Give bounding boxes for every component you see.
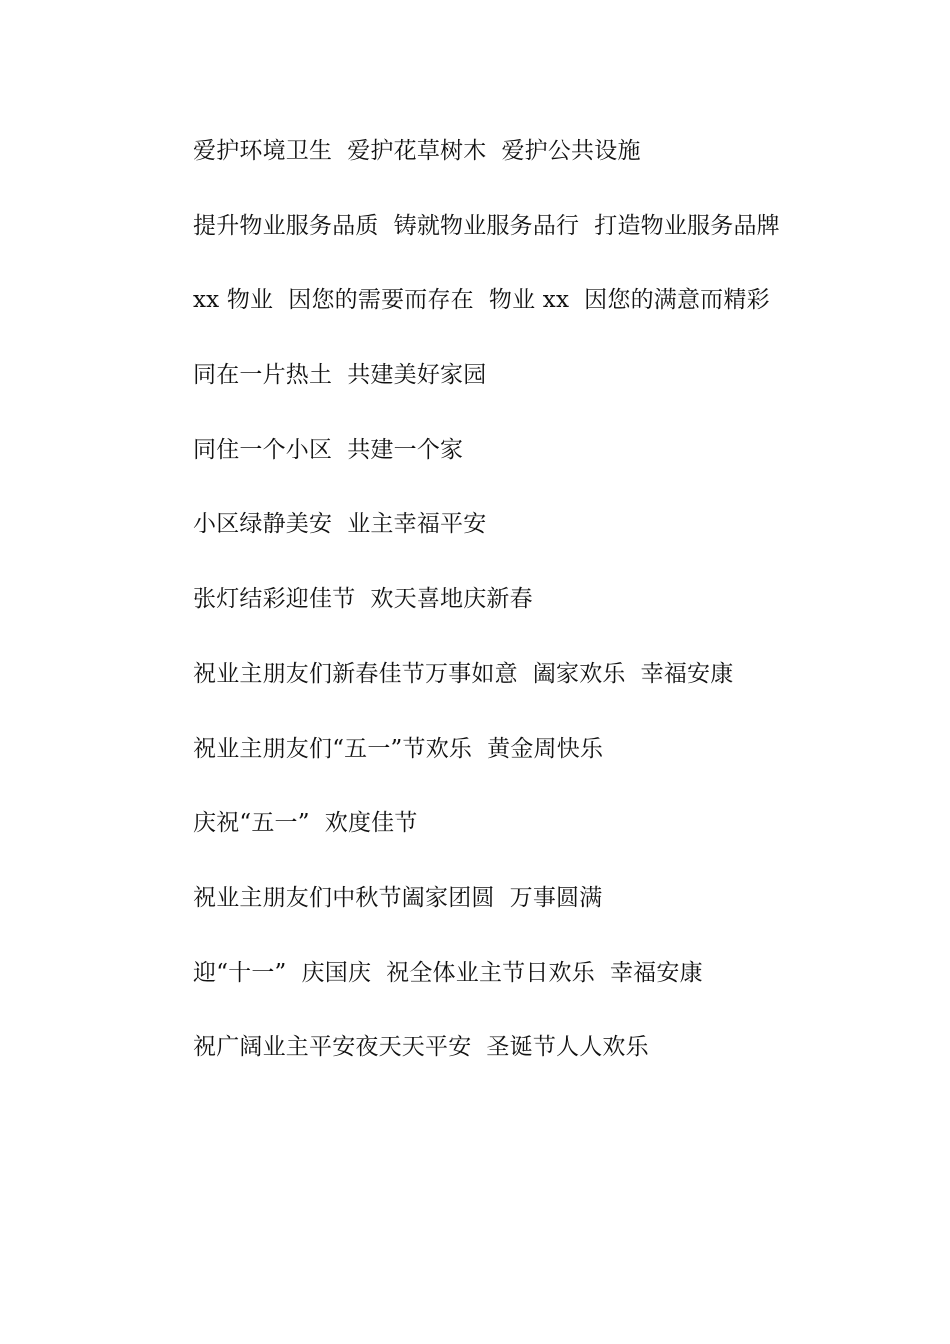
- slogan-line-6: 小区绿静美安 业主幸福平安: [193, 511, 487, 538]
- slogan-line-7: 张灯结彩迎佳节 欢天喜地庆新春: [193, 586, 533, 613]
- slogan-line-13: 祝广阔业主平安夜天天平安 圣诞节人人欢乐: [193, 1034, 649, 1061]
- slogan-line-1: 爱护环境卫生 爱护花草树木 爱护公共设施: [193, 138, 641, 164]
- slogan-line-5: 同住一个小区 共建一个家: [193, 436, 464, 463]
- slogan-line-3: xx 物业 因您的需要而存在 物业 xx 因您的满意而精彩: [193, 287, 770, 314]
- slogan-line-12: 迎“十一” 庆国庆 祝全体业主节日欢乐 幸福安康: [193, 959, 703, 986]
- slogan-line-11: 祝业主朋友们中秋节阖家团圆 万事圆满: [193, 884, 603, 911]
- slogan-line-4: 同在一片热土 共建美好家园: [193, 362, 487, 389]
- slogan-line-10: 庆祝“五一” 欢度佳节: [193, 810, 418, 837]
- slogan-line-9: 祝业主朋友们“五一”节欢乐 黄金周快乐: [193, 735, 604, 762]
- slogan-line-2: 提升物业服务品质 铸就物业服务品行 打造物业服务品牌: [193, 212, 780, 239]
- slogan-list: [193, 133, 893, 1104]
- slogan-line-8: 祝业主朋友们新春佳节万事如意 阖家欢乐 幸福安康: [193, 660, 734, 687]
